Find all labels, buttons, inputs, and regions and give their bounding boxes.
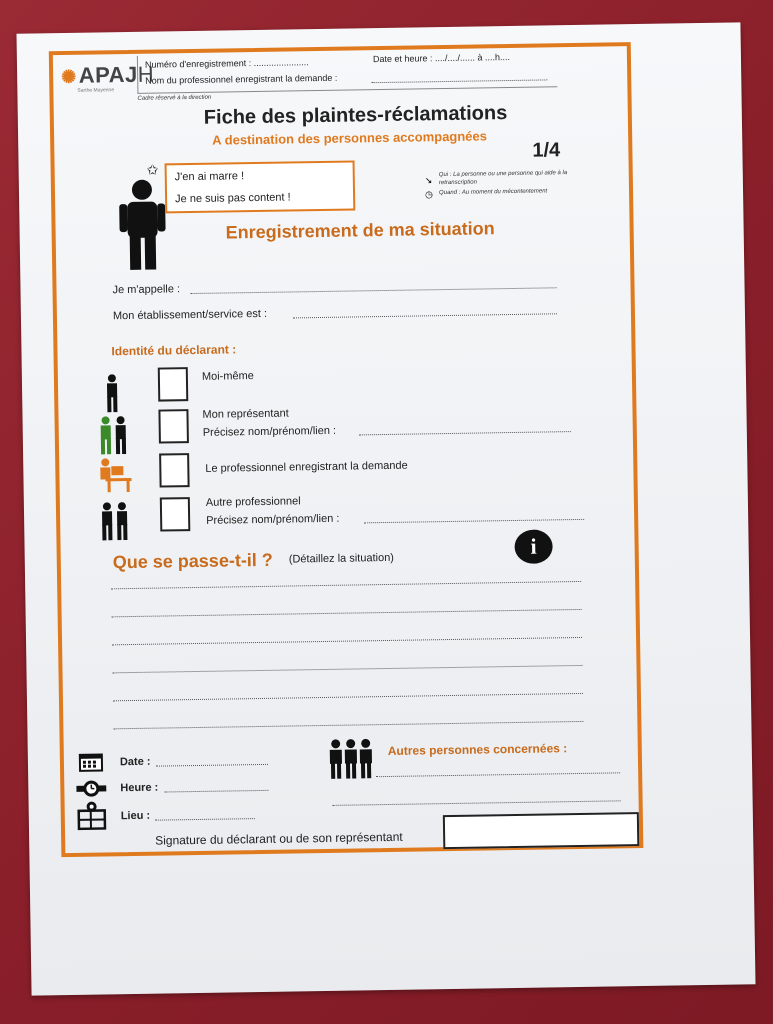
- establishment-line[interactable]: [293, 313, 557, 318]
- bubble-line-1: J'en ai marre !: [174, 170, 245, 184]
- situation-hint: (Détaillez la situation): [288, 551, 395, 566]
- name-line[interactable]: [191, 287, 557, 294]
- option-self-checkbox[interactable]: [158, 367, 189, 401]
- section-title: Enregistrement de ma situation: [225, 218, 495, 243]
- hour-line[interactable]: [164, 790, 268, 793]
- place-line[interactable]: [155, 818, 255, 821]
- option-other-label: Autre professionnel: [205, 495, 301, 509]
- date-line[interactable]: [156, 764, 268, 767]
- situation-title: Que se passe-t-il ?: [112, 549, 274, 573]
- option-representative-label: Mon représentant: [202, 407, 289, 421]
- option-professional-checkbox[interactable]: [159, 453, 190, 487]
- professional-desk-icon: [97, 456, 134, 493]
- form-title: Fiche des plaintes-réclamations: [203, 102, 508, 129]
- watch-icon: [76, 778, 106, 798]
- situation-line-1[interactable]: [111, 581, 581, 589]
- others-line-2[interactable]: [333, 800, 621, 806]
- apajh-logo: ✺APAJH: [61, 61, 155, 88]
- clock-icon: ◷: [424, 189, 433, 200]
- identity-title: Identité du déclarant :: [111, 342, 237, 359]
- angry-person-icon: [117, 177, 168, 270]
- option-representative-checkbox[interactable]: [158, 409, 189, 443]
- anger-star-icon: ✩: [146, 161, 159, 178]
- signature-box[interactable]: [443, 812, 640, 849]
- bubble-line-2: Je ne suis pas content !: [175, 191, 291, 206]
- situation-line-2[interactable]: [112, 609, 582, 617]
- legend-quand: Quand : Au moment du mécontentement: [438, 188, 548, 197]
- other-professional-icon: [100, 502, 131, 540]
- self-person-icon: [104, 374, 121, 412]
- option-other-checkbox[interactable]: [160, 497, 191, 531]
- registration-label: Numéro d'enregistrement : ......................: [144, 57, 309, 70]
- form-subtitle: A destination des personnes accompagnées: [212, 128, 488, 148]
- date-label: Date :: [119, 755, 151, 769]
- situation-line-5[interactable]: [113, 693, 583, 701]
- others-label: Autres personnes concernées :: [387, 741, 568, 759]
- situation-line-4[interactable]: [113, 665, 583, 673]
- representative-icon: [99, 416, 130, 454]
- option-representative-sub: Précisez nom/prénom/lien :: [202, 424, 337, 439]
- option-other-sub: Précisez nom/prénom/lien :: [206, 512, 340, 527]
- legend-qui: Qui : La personne ou une personne qui aide à la retranscription: [438, 170, 568, 187]
- signature-label: Signature du déclarant ou de son représentant: [155, 829, 403, 848]
- hour-label: Heure :: [120, 781, 159, 795]
- date-time-label: Date et heure : ..../..../...... à ....h....: [372, 51, 511, 65]
- group-people-icon: [328, 738, 375, 779]
- sun-icon: ✺: [61, 66, 77, 88]
- establishment-label: Mon établissement/service est :: [112, 307, 268, 323]
- other-professional-line[interactable]: [364, 519, 584, 523]
- calendar-icon: [78, 750, 104, 772]
- map-location-icon: [77, 800, 107, 830]
- reserved-note: Cadre réservé à la direction: [137, 94, 212, 102]
- arrow-icon: ↘: [424, 175, 433, 186]
- situation-line-3[interactable]: [112, 637, 582, 645]
- speech-bubble: [165, 160, 356, 213]
- place-label: Lieu :: [120, 809, 151, 823]
- form-frame: [49, 42, 644, 857]
- logo-subtitle: Sarthe Mayenne: [77, 87, 115, 94]
- form-paper: [16, 22, 755, 995]
- option-self-label: Moi-même: [201, 370, 254, 383]
- others-line-1[interactable]: [376, 772, 620, 777]
- page-number: 1/4: [532, 139, 561, 162]
- representative-line[interactable]: [359, 431, 571, 435]
- info-icon: i: [514, 529, 553, 564]
- option-professional-label: Le professionnel enregistrant la demande: [205, 459, 408, 475]
- professional-label: Nom du professionnel enregistrant la demande :: [145, 72, 338, 86]
- situation-line-6[interactable]: [113, 721, 583, 729]
- name-label: Je m'appelle :: [112, 283, 181, 297]
